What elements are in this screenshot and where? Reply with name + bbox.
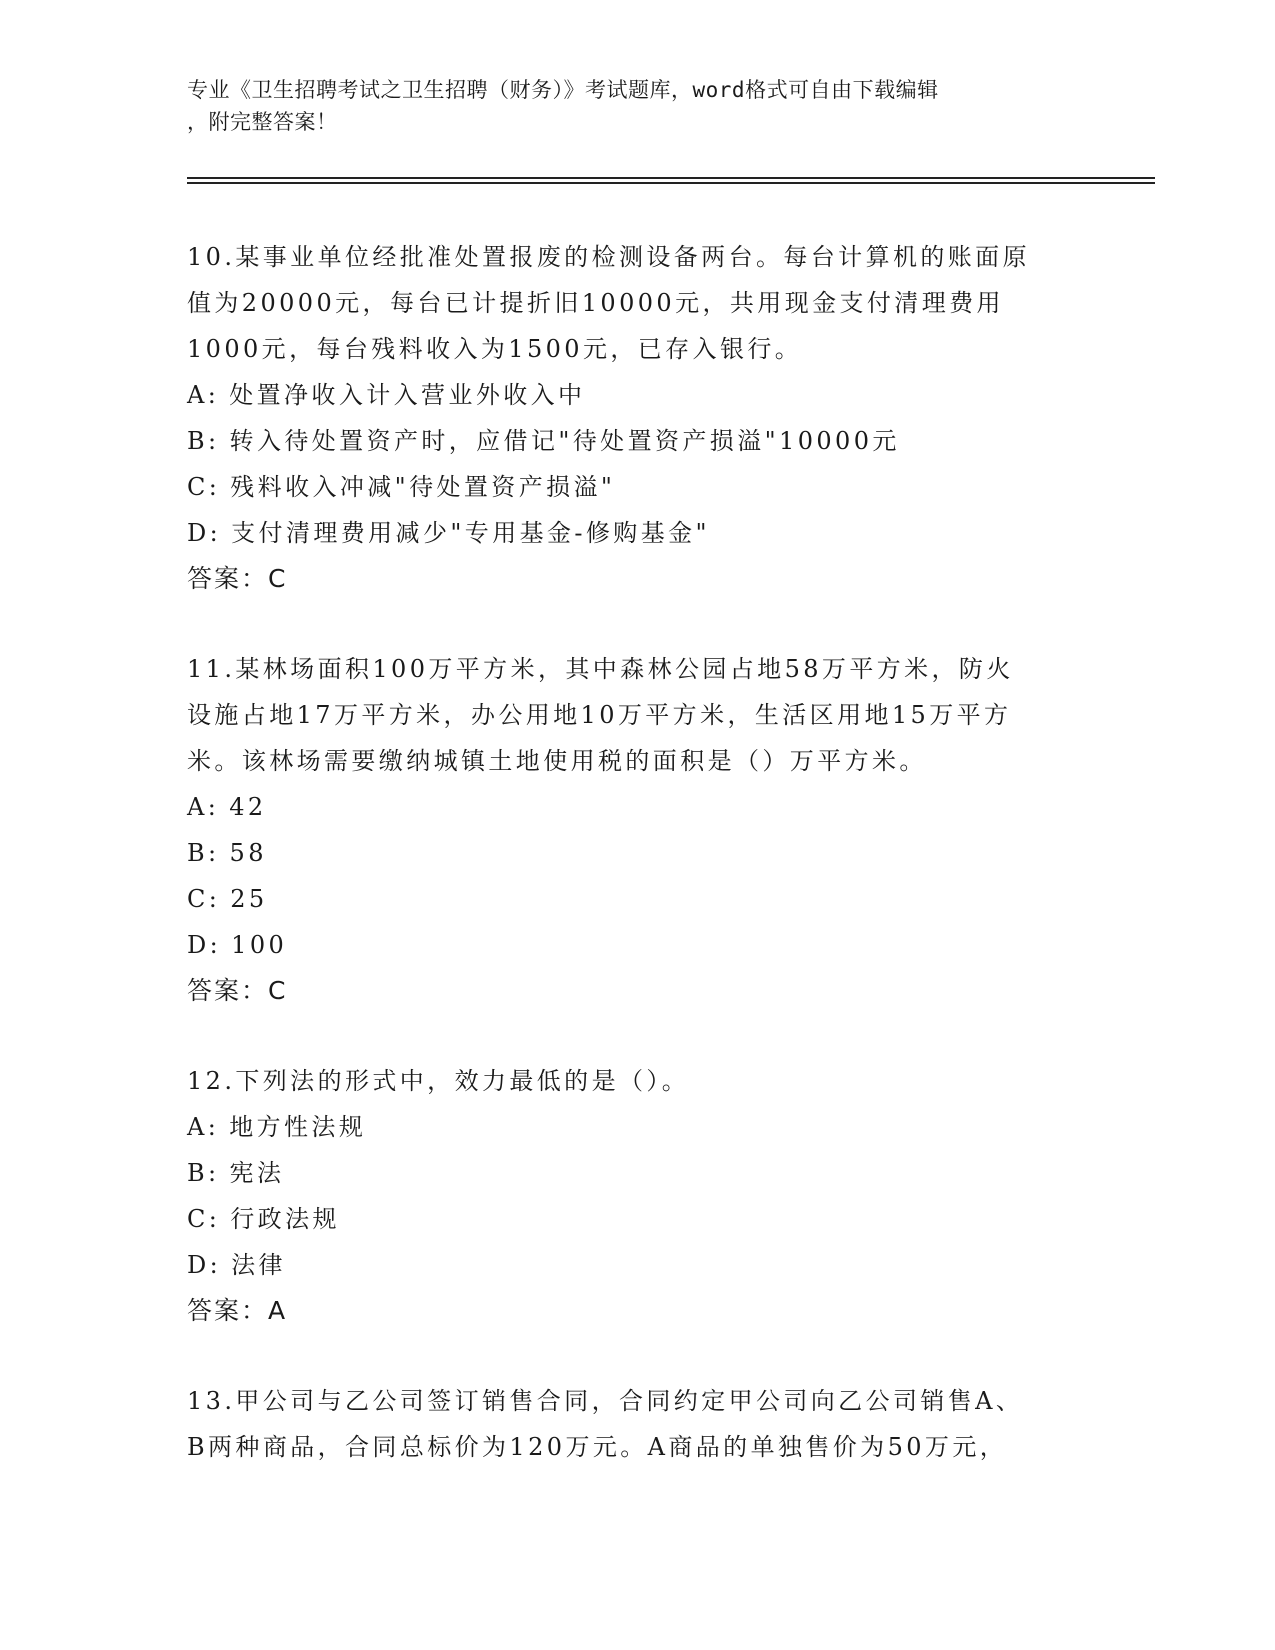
question-list (187, 234, 1087, 1514)
option-text: 地方性法规 (229, 1113, 367, 1141)
question-text: 1000元，每台残料收入为1500元，已存入银行。 (187, 335, 803, 363)
option-separator: : (209, 1251, 222, 1279)
answer-option (187, 1150, 1087, 1196)
option-key: C (187, 1205, 209, 1233)
option-separator: : (208, 839, 220, 867)
option-key: B (187, 427, 209, 455)
option-separator: : (208, 1205, 221, 1233)
answer-option (187, 830, 1087, 876)
document-header (187, 74, 1087, 138)
question-text: 13.甲公司与乙公司签订销售合同，合同约定甲公司向乙公司销售A、 (187, 1387, 1024, 1415)
option-key: A (187, 1113, 208, 1141)
option-text: 100 (231, 931, 288, 959)
answer-option (187, 418, 1087, 464)
question-block (187, 234, 1087, 602)
question-text: 12.下列法的形式中，效力最低的是（）。 (187, 1067, 690, 1095)
option-key: B (187, 839, 209, 867)
option-text: 处置净收入计入营业外收入中 (229, 381, 586, 409)
option-text: 宪法 (229, 1159, 285, 1187)
option-key: D (187, 1251, 210, 1279)
header-divider-bottom (187, 182, 1155, 184)
option-separator: : (208, 1159, 220, 1187)
answer-option (187, 784, 1087, 830)
header-divider-top (187, 177, 1155, 179)
answer-option (187, 1104, 1087, 1150)
question-block (187, 1378, 1087, 1470)
header-line-1: 专业《卫生招聘考试之卫生招聘（财务）》考试题库，word格式可自由下载编辑 (187, 78, 939, 102)
option-text: 转入待处置资产时，应借记"待处置资产损溢"10000元 (229, 427, 900, 455)
option-text: 25 (230, 885, 268, 913)
answer-option (187, 1242, 1087, 1288)
option-key: A (187, 381, 208, 409)
option-text: 行政法规 (230, 1205, 340, 1233)
answer-line: 答案：A (187, 1296, 288, 1325)
question-block (187, 1058, 1087, 1334)
header-line-2: ，附完整答案！ (187, 110, 338, 134)
option-separator: : (207, 793, 220, 821)
question-text: 米。该林场需要缴纳城镇土地使用税的面积是（）万平方米。 (187, 747, 927, 775)
option-text: 残料收入冲减"待处置资产损溢" (230, 473, 616, 501)
option-separator: : (208, 427, 220, 455)
question-text: 值为20000元，每台已计提折旧10000元，共用现金支付清理费用 (187, 289, 1004, 317)
option-text: 法律 (231, 1251, 286, 1279)
answer-option (187, 922, 1087, 968)
option-separator: : (209, 519, 222, 547)
answer-option (187, 510, 1087, 556)
option-key: D (187, 519, 210, 547)
option-separator: : (208, 885, 221, 913)
question-text: B两种商品，合同总标价为120万元。A商品的单独售价为50万元， (187, 1433, 1008, 1461)
option-text: 支付清理费用减少"专用基金-修购基金" (231, 519, 710, 547)
answer-line: 答案：C (187, 976, 288, 1005)
answer-option (187, 372, 1087, 418)
option-separator: : (207, 381, 220, 409)
answer-option (187, 464, 1087, 510)
option-key: B (187, 1159, 209, 1187)
option-key: A (187, 793, 208, 821)
option-key: C (187, 473, 209, 501)
option-key: D (187, 931, 210, 959)
answer-option (187, 876, 1087, 922)
answer-line: 答案：C (187, 564, 288, 593)
option-separator: : (208, 473, 221, 501)
option-text: 58 (229, 839, 267, 867)
question-text: 设施占地17万平方米，办公用地10万平方米，生活区用地15万平方 (187, 701, 1012, 729)
question-text: 11.某林场面积100万平方米，其中森林公园占地58万平方米，防火 (187, 655, 1014, 683)
option-separator: : (209, 931, 222, 959)
answer-option (187, 1196, 1087, 1242)
option-key: C (187, 885, 209, 913)
question-block (187, 646, 1087, 1014)
option-text: 42 (229, 793, 267, 821)
question-text: 10.某事业单位经批准处置报废的检测设备两台。每台计算机的账面原 (187, 243, 1030, 271)
option-separator: : (207, 1113, 220, 1141)
